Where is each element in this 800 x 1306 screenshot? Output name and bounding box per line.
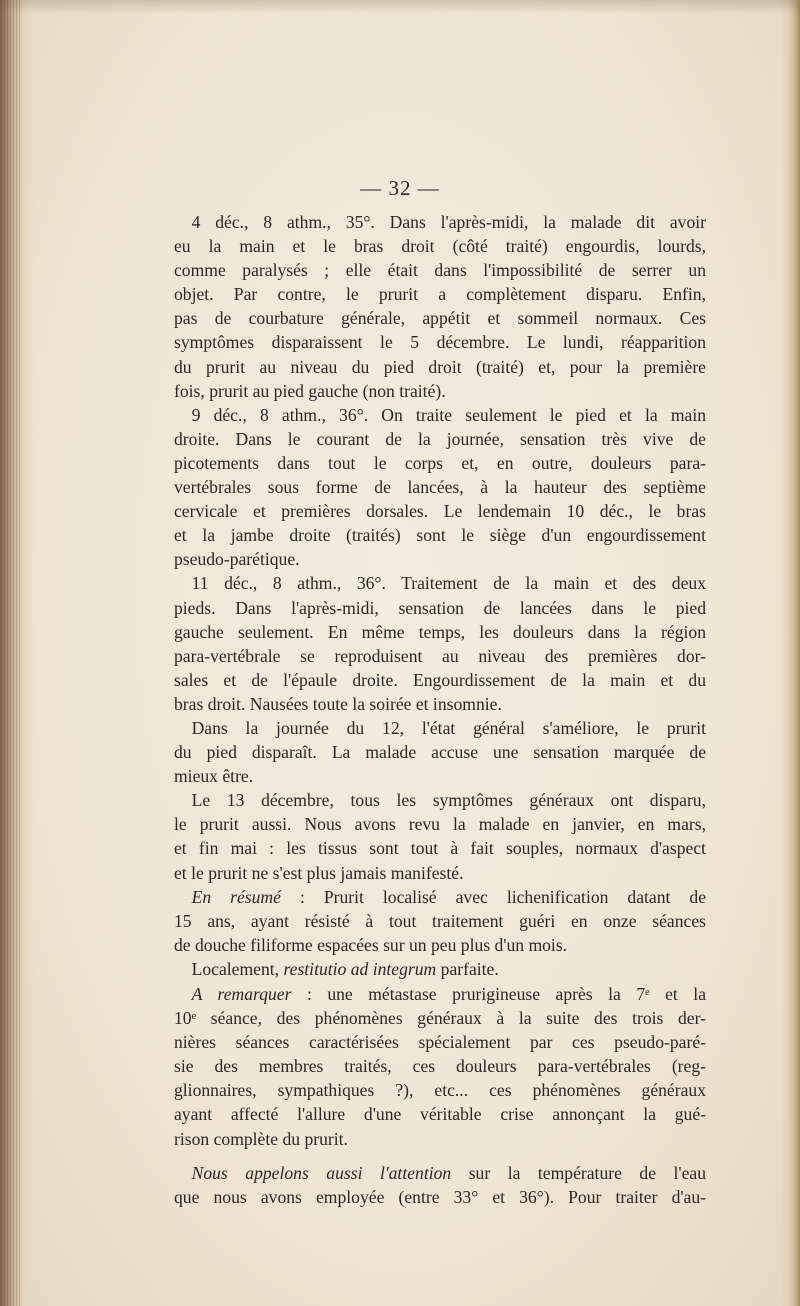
text-line [174,957,706,981]
paragraph-4-dec [174,210,706,403]
text-line: 11 déc., 8 athm., 36°. Traitement de la main et des deux [191,573,706,594]
text-line: et la jambe droite (traités) sont le siège d'un engourdissement [174,525,706,546]
italic-lead: A remarquer [191,984,292,1004]
text-line: 4 déc., 8 athm., 35°. Dans l'après-midi, la malade dit avoir [191,212,706,232]
paragraph-11-dec [174,571,706,716]
text-line: pieds. Dans l'après-midi, sensation de lancées dans le pied [174,597,706,618]
text-line: picotements dans tout le corps et, en outre, douleurs para- [174,452,706,473]
text-line: cervicale et premières dorsales. Le lendemain 10 déc., le bras [174,501,706,522]
text-line: Le 13 décembre, tous les symptômes généraux ont disparu, [191,790,706,811]
italic-lead: Nous appelons aussi l'attention [191,1162,452,1183]
text-line: eu la main et le bras droit (côté traité) engourdis, lourds, [174,236,706,257]
text-line: nières séances caractérisées spécialement par ces pseudo-paré- [174,1032,706,1053]
text-line: glionnaires, sympathiques ?), etc... ces phénomènes généraux [174,1080,706,1101]
text-line [174,1161,706,1185]
text-line: que nous avons employée (entre 33° et 36°). Pour traiter d'au- [174,1186,706,1207]
text-line: objet. Par contre, le prurit a complètement disparu. Enfin, [174,284,706,305]
text-line: para-vertébrale se reproduisent au niveau des premières dor- [174,645,706,666]
paragraph-9-dec [174,403,706,572]
paragraph-12-dec [174,716,706,788]
top-shadow [0,0,800,14]
paragraph-localement [174,957,706,981]
paragraph-resume [174,885,706,957]
text-line: rison complète du prurit. [174,1128,348,1149]
page-number: — 32 — [360,176,440,200]
text-line: 15 ans, ayant résisté à tout traitement guéri en onze séances [174,910,706,931]
text-fragment: : Prurit localisé avec lichenification datant de [280,886,706,907]
text-line: bras droit. Nausées toute la soirée et insomnie. [174,693,502,714]
text-fragment: : une métastase prurigineuse après la 7ᵉ et la [291,984,706,1004]
text-line: 9 déc., 8 athm., 36°. On traite seulement le pied et la main [191,404,706,425]
text-line: le prurit aussi. Nous avons revu la malade en janvier, en mars, [174,814,706,835]
text-line: droite. Dans le courant de la journée, sensation très vive de [174,428,706,449]
paragraph-13-dec [174,788,706,884]
text-line: sales et de l'épaule droite. Engourdissement de la main et du [174,669,706,690]
text-line: sie des membres traités, ces douleurs para-vertébrales (reg- [174,1056,706,1077]
text-line: ayant affecté l'allure d'une véritable crise annonçant la gué- [174,1104,706,1125]
text-fragment: sur la température de l'eau [451,1162,706,1183]
text-line: pseudo-parétique. [174,549,300,570]
text-line: Dans la journée du 12, l'état général s'améliore, le prurit [191,717,706,738]
paragraph-remarquer [174,982,706,1151]
text-line: gauche seulement. En même temps, les douleurs dans la région [174,621,706,642]
text-line: fois, prurit au pied gauche (non traité). [174,380,446,401]
body-text [174,210,706,1209]
text-line: pas de courbature générale, appétit et sommeil normaux. Ces [174,308,706,329]
text-line: mieux être. [174,766,254,787]
text-line: et fin mai : les tissus sont tout à fait souples, normaux d'aspect [174,838,706,859]
text-fragment: Localement, [191,958,284,979]
text-line: 10ᵉ séance, des phénomènes généraux à la suite des trois der- [174,1008,706,1029]
text-line [174,982,706,1006]
text-line: du pied disparaît. La malade accuse une sensation marquée de [174,742,706,763]
text-line: et le prurit ne s'est plus jamais manifesté. [174,862,464,883]
italic-lead: En résumé [191,886,281,907]
text-line: symptômes disparaissent le 5 décembre. Le lundi, réapparition [174,332,706,353]
text-line: comme paralysés ; elle était dans l'impossibilité de serrer un [174,260,706,281]
text-line [174,885,706,909]
text-line: vertébrales sous forme de lancées, à la hauteur des septième [174,477,706,498]
text-fragment: parfaite. [436,958,499,979]
italic-phrase: restitutio ad integrum [283,958,437,979]
text-line: de douche filiforme espacées sur un peu plus d'un mois. [174,934,568,955]
text-line: du prurit au niveau du pied droit (traité) et, pour la première [174,356,706,377]
paragraph-nous-appelons [174,1161,706,1209]
